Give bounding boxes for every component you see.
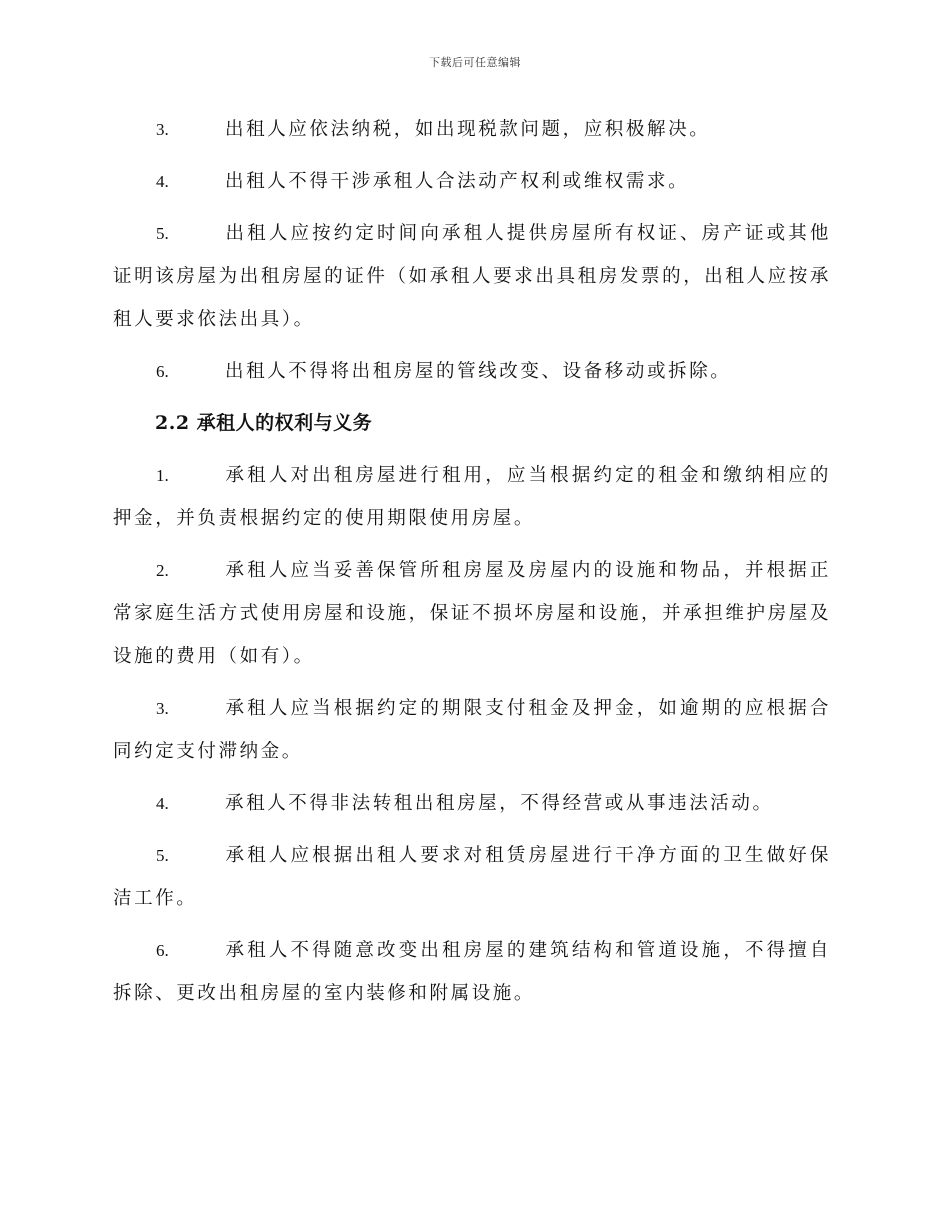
list-item [113, 687, 831, 773]
item-text: 出租人不得干涉承租人合法动产权利或维权需求。 [225, 171, 690, 192]
item-number: 5. [156, 846, 169, 865]
item-text: 承租人对出租房屋进行租用，应当根据约定的租金和缴纳相应的押金，并负责根据约定的使用期限使用房屋。 [113, 465, 831, 529]
item-number: 5. [156, 224, 169, 243]
item-text: 出租人应按约定时间向承租人提供房屋所有权证、房产证或其他证明该房屋为出租房屋的证件（如承租人要求出具租房发票的，出租人应按承租人要求依法出具）。 [113, 223, 831, 330]
item-number: 3. [156, 699, 169, 718]
list-item [113, 212, 831, 341]
list-item [113, 160, 831, 203]
item-number: 4. [156, 172, 169, 191]
document-body [113, 108, 831, 1024]
list-item [113, 549, 831, 678]
item-text: 出租人不得将出租房屋的管线改变、设备移动或拆除。 [225, 361, 732, 382]
item-number: 6. [156, 941, 169, 960]
item-number: 2. [156, 561, 169, 580]
list-item [113, 782, 831, 825]
list-item [113, 454, 831, 540]
item-text: 承租人不得随意改变出租房屋的建筑结构和管道设施，不得擅自拆除、更改出租房屋的室内装修和附属设施。 [113, 940, 831, 1004]
list-item [113, 929, 831, 1015]
list-item [113, 350, 831, 393]
item-text: 出租人应依法纳税，如出现税款问题，应积极解决。 [225, 119, 711, 140]
list-item [113, 834, 831, 920]
list-item [113, 108, 831, 151]
page-header: 下载后可任意编辑 [429, 56, 521, 69]
section-heading: 2.2 承租人的权利与义务 [155, 412, 373, 434]
item-number: 4. [156, 794, 169, 813]
item-number: 6. [156, 362, 169, 381]
item-number: 1. [156, 466, 169, 485]
item-text: 承租人应根据出租人要求对租赁房屋进行干净方面的卫生做好保洁工作。 [113, 845, 831, 909]
item-text: 承租人应当根据约定的期限支付租金及押金，如逾期的应根据合同约定支付滞纳金。 [113, 698, 831, 762]
item-text: 承租人应当妥善保管所租房屋及房屋内的设施和物品，并根据正常家庭生活方式使用房屋和设施，保证不损坏房屋和设施，并承担维护房屋及设施的费用（如有）。 [113, 560, 831, 667]
item-text: 承租人不得非法转租出租房屋，不得经营或从事违法活动。 [225, 793, 774, 814]
item-number: 3. [156, 120, 169, 139]
